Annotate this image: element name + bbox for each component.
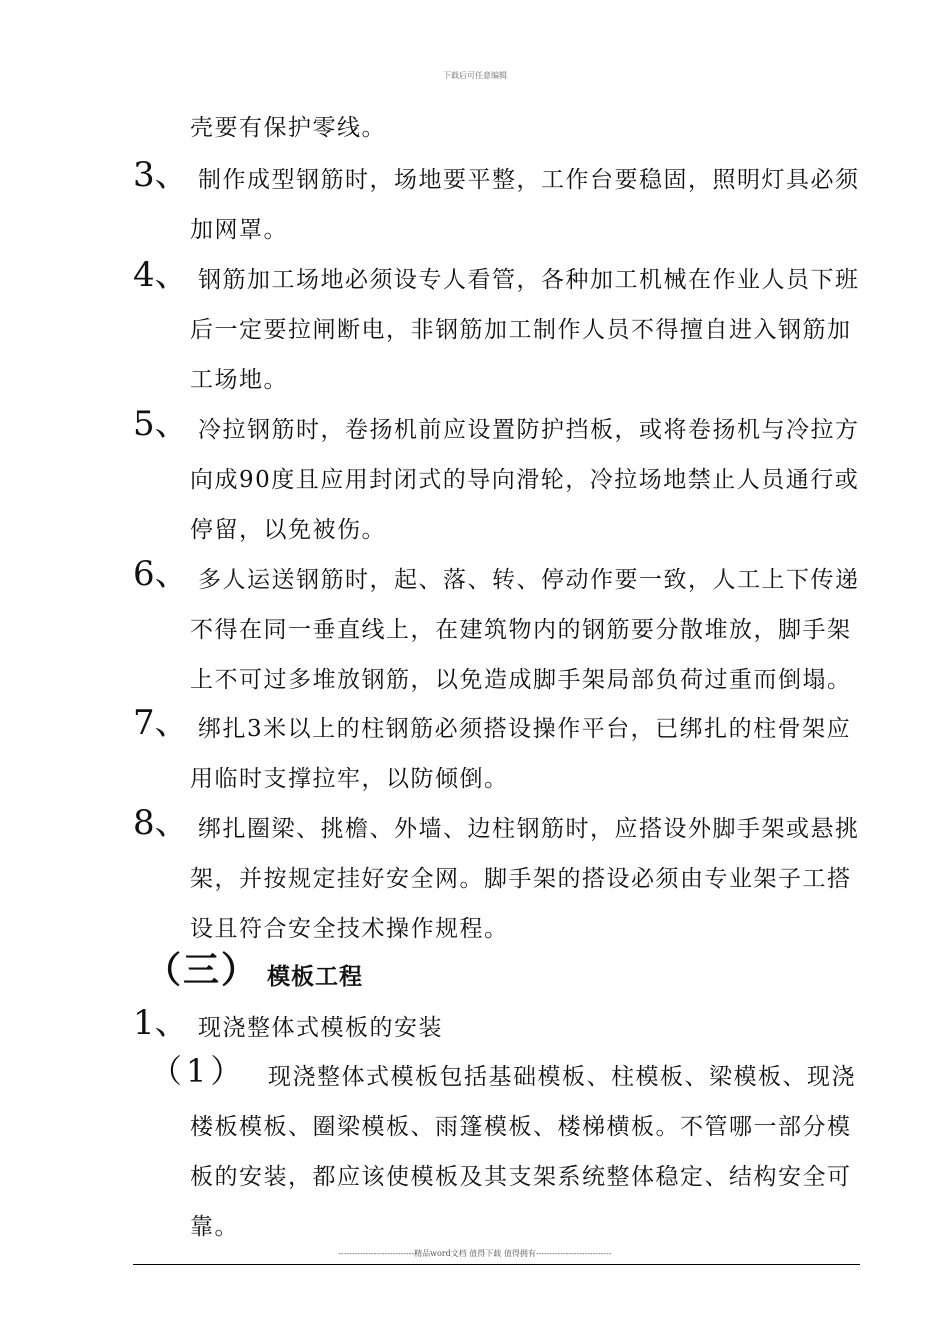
paragraph-line: 设且符合安全技术操作规程。 [190, 916, 509, 942]
paragraph-line: 壳要有保护零线。 [190, 115, 386, 141]
item-number: 1、 [133, 1003, 189, 1043]
paragraph-line: 板的安装，都应该使模板及其支架系统整体稳定、结构安全可 [190, 1164, 852, 1190]
paragraph-line: 上不可过多堆放钢筋，以免造成脚手架局部负荷过重而倒塌。 [190, 667, 852, 693]
footer-note [0, 1248, 950, 1259]
paragraph-line: 绑扎圈梁、挑檐、外墙、边柱钢筋时，应搭设外脚手架或悬挑 [198, 816, 860, 842]
item-number: 6、 [133, 554, 189, 594]
paragraph-line: 架，并按规定挂好安全网。脚手架的搭设必须由专业架子工搭 [190, 866, 852, 892]
paragraph-line: 楼板模板、圈梁模板、雨篷模板、楼梯横板。不管哪一部分模 [190, 1114, 852, 1140]
paragraph-line: 绑扎3米以上的柱钢筋必须搭设操作平台，已绑扎的柱骨架应 [198, 716, 852, 742]
paragraph-line: 后一定要拉闸断电，非钢筋加工制作人员不得擅自进入钢筋加 [190, 317, 852, 343]
item-number: 8、 [133, 803, 189, 843]
paragraph-line: 制作成型钢筋时，场地要平整，工作台要稳固，照明灯具必须 [198, 167, 860, 193]
item-heading: 现浇整体式模板的安装 [198, 1015, 443, 1041]
item-number: 5、 [133, 404, 189, 444]
item-number: 7、 [133, 703, 189, 743]
section-number: （三） [145, 949, 260, 991]
paragraph-line: 不得在同一垂直线上，在建筑物内的钢筋要分散堆放，脚手架 [190, 617, 852, 643]
header-note: 下载后可任意编辑 [443, 71, 507, 80]
footer-note-text: ----------------------------精品word文档 值得下载 值得拥有---------------------------- [334, 1249, 615, 1258]
paragraph-line: 加网罩。 [190, 217, 288, 243]
item-number: 4、 [133, 255, 189, 295]
footer-rule [133, 1264, 860, 1265]
paragraph-line: 多人运送钢筋时，起、落、转、停动作要一致，人工上下传递 [198, 567, 860, 593]
paragraph-line: 停留，以免被伤。 [190, 517, 386, 543]
paragraph-line: 冷拉钢筋时，卷扬机前应设置防护挡板，或将卷扬机与冷拉方 [198, 417, 860, 443]
subitem-number: （1） [150, 1052, 247, 1090]
paragraph-line: 钢筋加工场地必须设专人看管，各种加工机械在作业人员下班 [198, 267, 860, 293]
paragraph-line: 靠。 [190, 1214, 239, 1240]
section-title: 模板工程 [267, 963, 363, 990]
paragraph-line: 向成90度且应用封闭式的导向滑轮，冷拉场地禁止人员通行或 [190, 467, 860, 493]
paragraph-line: 工场地。 [190, 367, 288, 393]
item-number: 3、 [133, 155, 189, 195]
paragraph-line: 用临时支撑拉牢，以防倾倒。 [190, 766, 509, 792]
paragraph-line: 现浇整体式模板包括基础模板、柱模板、梁模板、现浇 [268, 1064, 856, 1090]
